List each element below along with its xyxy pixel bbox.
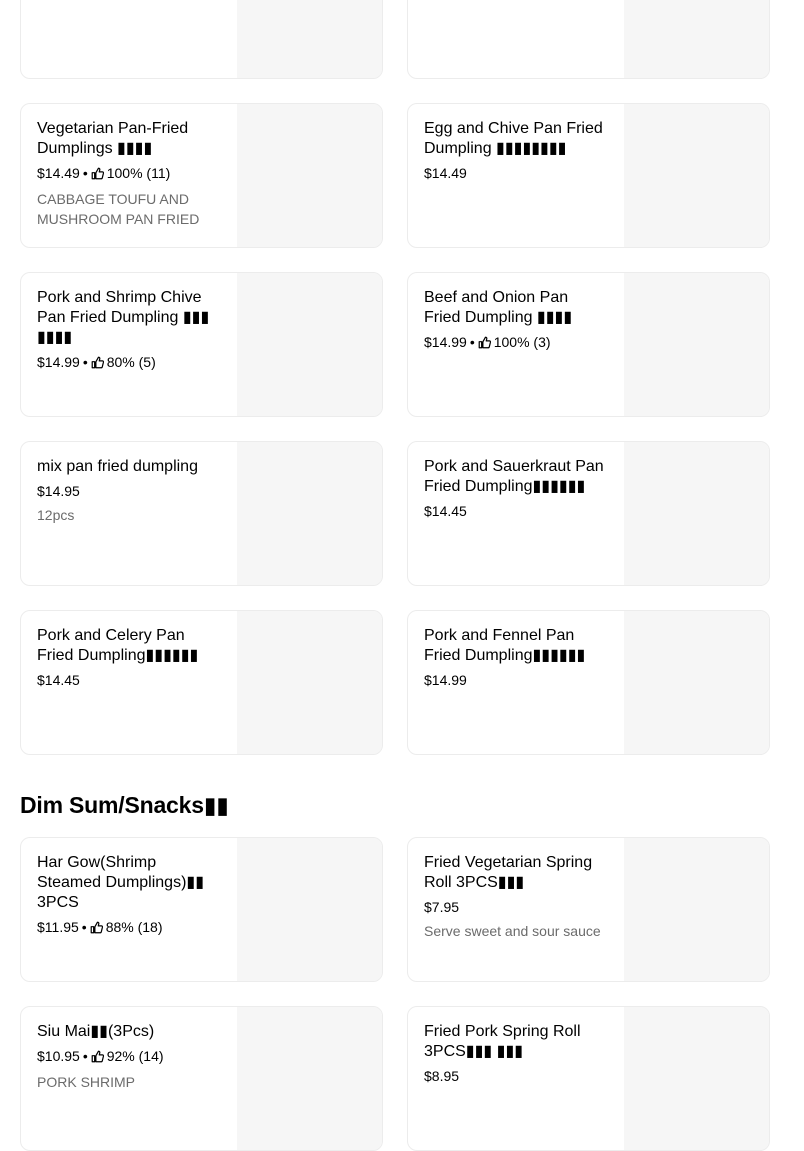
menu-item-price: $10.95	[37, 1048, 80, 1064]
thumbs-up-icon	[90, 919, 103, 939]
menu-item-card[interactable]	[20, 103, 383, 248]
menu-item-image[interactable]	[237, 0, 382, 78]
menu-item-card[interactable]	[20, 610, 383, 755]
meta-separator: •	[82, 165, 88, 181]
menu-item-description: PORK SHRIMP	[37, 1074, 136, 1090]
meta-separator: •	[469, 334, 475, 350]
menu-item-meta	[424, 897, 608, 917]
menu-item-price: $14.99	[424, 334, 467, 350]
menu-item-name: Siu Mai▮▮(3Pcs)	[37, 1023, 155, 1040]
menu-item-info	[37, 626, 221, 690]
menu-item-rating: 100% (3)	[493, 334, 551, 350]
menu-item-meta	[37, 352, 221, 374]
menu-item-info	[37, 288, 221, 374]
section-title-dim-sum: Dim Sum/Snacks▮▮	[20, 792, 229, 818]
menu-item-info	[424, 853, 608, 941]
menu-item-name: Pork and Fennel Pan Fried Dumpling▮▮▮▮▮▮	[424, 627, 586, 664]
dumpling-items-grid	[20, 0, 770, 755]
menu-item-info	[37, 119, 221, 229]
menu-item-price: $14.49	[424, 165, 467, 181]
menu-item-rating: 80% (5)	[106, 354, 156, 370]
menu-item-name: Beef and Onion Pan Fried Dumpling ▮▮▮▮	[424, 289, 573, 326]
menu-item-name: Har Gow(Shrimp Steamed Dumplings)▮▮ 3PCS	[37, 854, 205, 911]
menu-item-image[interactable]	[624, 1007, 769, 1150]
thumbs-up-icon	[91, 354, 104, 374]
menu-item-info	[37, 853, 221, 939]
menu-item-name: Fried Vegetarian Spring Roll 3PCS▮▮▮	[424, 854, 593, 891]
menu-item-image[interactable]	[624, 442, 769, 585]
menu-item-info	[424, 288, 608, 354]
menu-item-name: Pork and Sauerkraut Pan Fried Dumpling▮▮▮▮▮▮	[424, 458, 604, 495]
menu-item-price: $14.45	[37, 672, 80, 688]
menu-item-meta	[424, 501, 608, 521]
menu-item-description: 12pcs	[37, 507, 75, 523]
menu-item-image[interactable]	[624, 611, 769, 754]
menu-item-info	[424, 119, 608, 183]
menu-item-description: Serve sweet and sour sauce	[424, 923, 601, 939]
menu-item-price: $14.99	[424, 672, 467, 688]
menu-item-meta	[424, 1066, 608, 1086]
menu-item-info	[424, 1022, 608, 1086]
menu-item-image[interactable]	[237, 838, 382, 981]
menu-item-card[interactable]	[20, 837, 383, 982]
menu-item-price: $14.99	[37, 354, 80, 370]
menu-item-card[interactable]	[407, 0, 770, 79]
menu-item-name: Fried Pork Spring Roll 3PCS▮▮▮ ▮▮▮	[424, 1023, 581, 1060]
thumbs-up-icon	[478, 334, 491, 354]
menu-item-meta	[424, 163, 608, 183]
menu-item-meta	[424, 332, 608, 354]
thumbs-up-icon	[91, 1048, 104, 1068]
menu-item-meta	[37, 917, 221, 939]
menu-item-meta	[37, 163, 221, 185]
menu-item-meta	[424, 670, 608, 690]
menu-item-meta	[37, 670, 221, 690]
menu-item-meta	[37, 1046, 221, 1068]
menu-item-image[interactable]	[237, 611, 382, 754]
menu-item-image[interactable]	[237, 442, 382, 585]
menu-item-price: $14.49	[37, 165, 80, 181]
menu-item-price: $11.95	[37, 919, 79, 935]
meta-separator: •	[82, 1048, 88, 1064]
menu-item-info	[424, 457, 608, 521]
menu-item-rating: 92% (14)	[106, 1048, 164, 1064]
dim-sum-items-grid	[20, 837, 770, 1151]
menu-item-card[interactable]	[407, 103, 770, 248]
menu-item-card[interactable]	[407, 837, 770, 982]
menu-item-price: $8.95	[424, 1068, 460, 1084]
menu-item-meta	[37, 481, 221, 501]
menu-item-rating: 88% (18)	[105, 919, 163, 935]
menu-item-info	[37, 1022, 221, 1092]
menu-item-info	[37, 457, 221, 525]
menu-item-card[interactable]	[20, 272, 383, 417]
menu-item-card[interactable]	[407, 441, 770, 586]
menu-item-image[interactable]	[624, 838, 769, 981]
menu-item-card[interactable]	[407, 1006, 770, 1151]
menu-item-name: Pork and Celery Pan Fried Dumpling▮▮▮▮▮▮	[37, 627, 199, 664]
menu-item-image[interactable]	[624, 104, 769, 247]
menu-item-image[interactable]	[237, 104, 382, 247]
menu-item-card[interactable]	[407, 610, 770, 755]
menu-item-info	[424, 626, 608, 690]
meta-separator: •	[81, 919, 87, 935]
menu-item-description: CABBAGE TOUFU AND MUSHROOM PAN FRIED	[37, 191, 200, 227]
menu-item-price: $7.95	[424, 899, 460, 915]
menu-item-image[interactable]	[624, 273, 769, 416]
menu-item-rating: 100% (11)	[106, 165, 171, 181]
menu-item-image[interactable]	[237, 1007, 382, 1150]
menu-item-name: mix pan fried dumpling	[37, 458, 198, 475]
menu-item-price: $14.45	[424, 503, 467, 519]
menu-item-price: $14.95	[37, 483, 80, 499]
menu-item-card[interactable]	[20, 1006, 383, 1151]
menu-item-image[interactable]	[624, 0, 769, 78]
menu-item-name: Pork and Shrimp Chive Pan Fried Dumpling ▮▮▮ ▮▮▮▮	[37, 289, 210, 346]
menu-item-image[interactable]	[237, 273, 382, 416]
menu-item-card[interactable]	[20, 0, 383, 79]
thumbs-up-icon	[91, 165, 104, 185]
meta-separator: •	[82, 354, 88, 370]
menu-item-name: Egg and Chive Pan Fried Dumpling ▮▮▮▮▮▮▮▮	[424, 120, 603, 157]
menu-item-card[interactable]	[407, 272, 770, 417]
menu-item-name: Vegetarian Pan-Fried Dumplings ▮▮▮▮	[37, 120, 189, 157]
menu-item-card[interactable]	[20, 441, 383, 586]
